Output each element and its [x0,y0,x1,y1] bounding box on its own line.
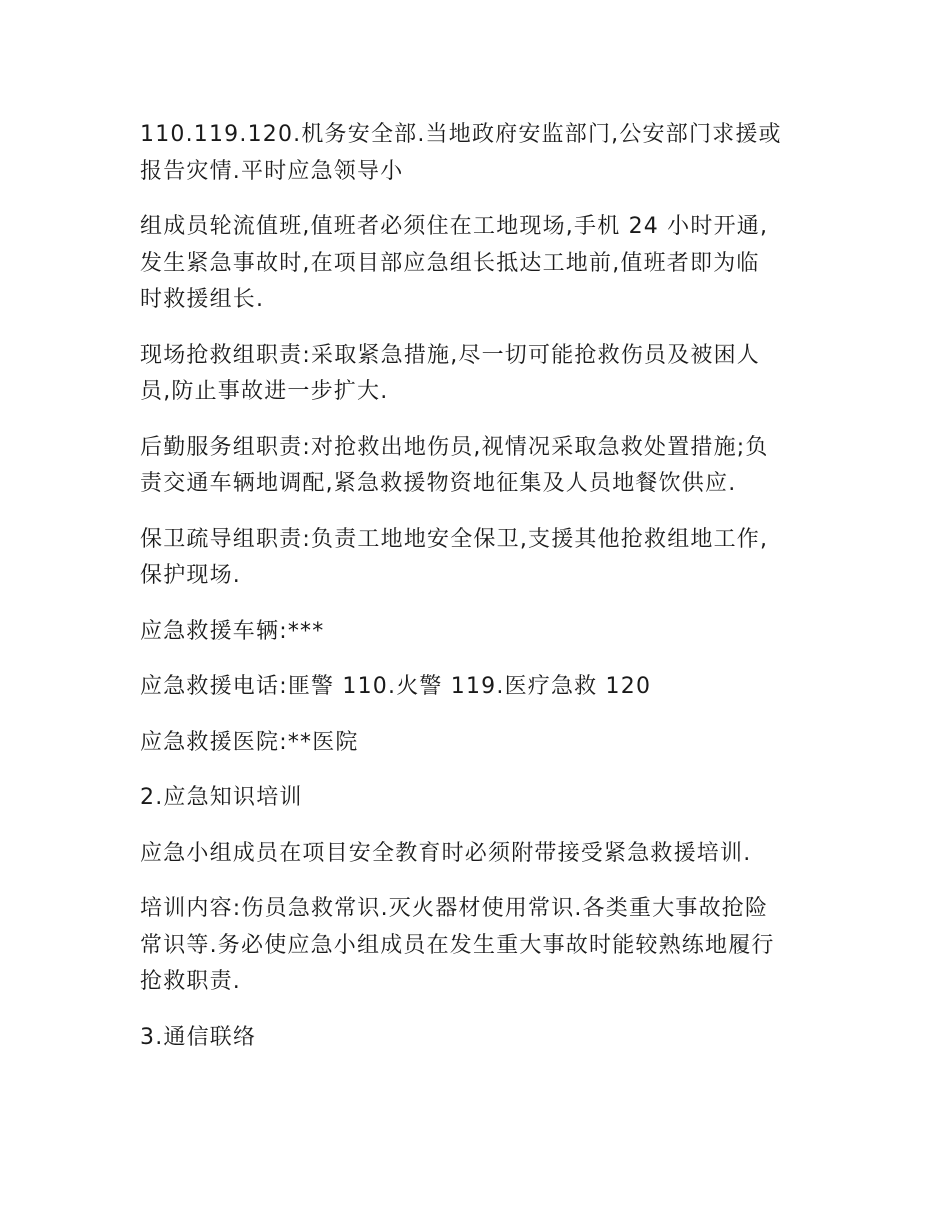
text-line: 抢救职责. [140,969,241,994]
text-line: 报告灾情.平时应急领导小 [140,158,404,184]
paragraph-rescue-hospital [140,725,820,762]
text-line: 应急小组成员在项目安全教育时必须附带接受紧急救援培训. [140,840,752,866]
text-line: 应急救援电话:匪警 110.火警 119.医疗急救 120 [140,674,652,699]
section-heading-training [140,780,820,817]
text-line: 110.119.120.机务安全部.当地政府安监部门,公安部门求援或 [140,122,782,147]
text-line: 员,防止事故进一步扩大. [140,379,389,404]
paragraph-emergency-contacts [140,117,820,190]
paragraph-duty-rotation [140,209,820,319]
text-line: 发生紧急事故时,在项目部应急组长抵达工地前,值班者即为临 [140,250,760,276]
text-line: 后勤服务组职责:对抢救出地伤员,视情况采取急救处置措施;负 [140,434,769,460]
text-line: 常识等.务必使应急小组成员在发生重大事故时能较熟练地履行 [140,932,775,958]
text-line: 现场抢救组职责:采取紧急措施,尽一切可能抢救伤员及被困人 [140,342,761,368]
text-line: 责交通车辆地调配,紧急救援物资地征集及人员地餐饮供应. [140,471,737,496]
paragraph-security-team-duties [140,522,820,595]
paragraph-rescue-phone [140,669,820,706]
paragraph-training-requirement [140,836,820,873]
text-line: 2.应急知识培训 [140,785,303,810]
text-line: 3.通信联络 [140,1024,257,1050]
text-line: 培训内容:伤员急救常识.灭火器材使用常识.各类重大事故抢险 [140,896,769,921]
document-body [140,117,820,1075]
text-line: 应急救援医院:**医院 [140,729,359,755]
paragraph-rescue-vehicle [140,614,820,651]
text-line: 时救援组长. [140,287,265,312]
section-heading-communication [140,1020,820,1057]
text-line: 应急救援车辆:*** [140,618,325,644]
text-line: 组成员轮流值班,值班者必须住在工地现场,手机 24 小时开通, [140,214,769,239]
paragraph-training-content [140,891,820,1001]
paragraph-rescue-team-duties [140,338,820,411]
paragraph-logistics-team-duties [140,430,820,503]
text-line: 保卫疏导组职责:负责工地地安全保卫,支援其他抢救组地工作, [140,526,769,552]
text-line: 保护现场. [140,563,241,588]
